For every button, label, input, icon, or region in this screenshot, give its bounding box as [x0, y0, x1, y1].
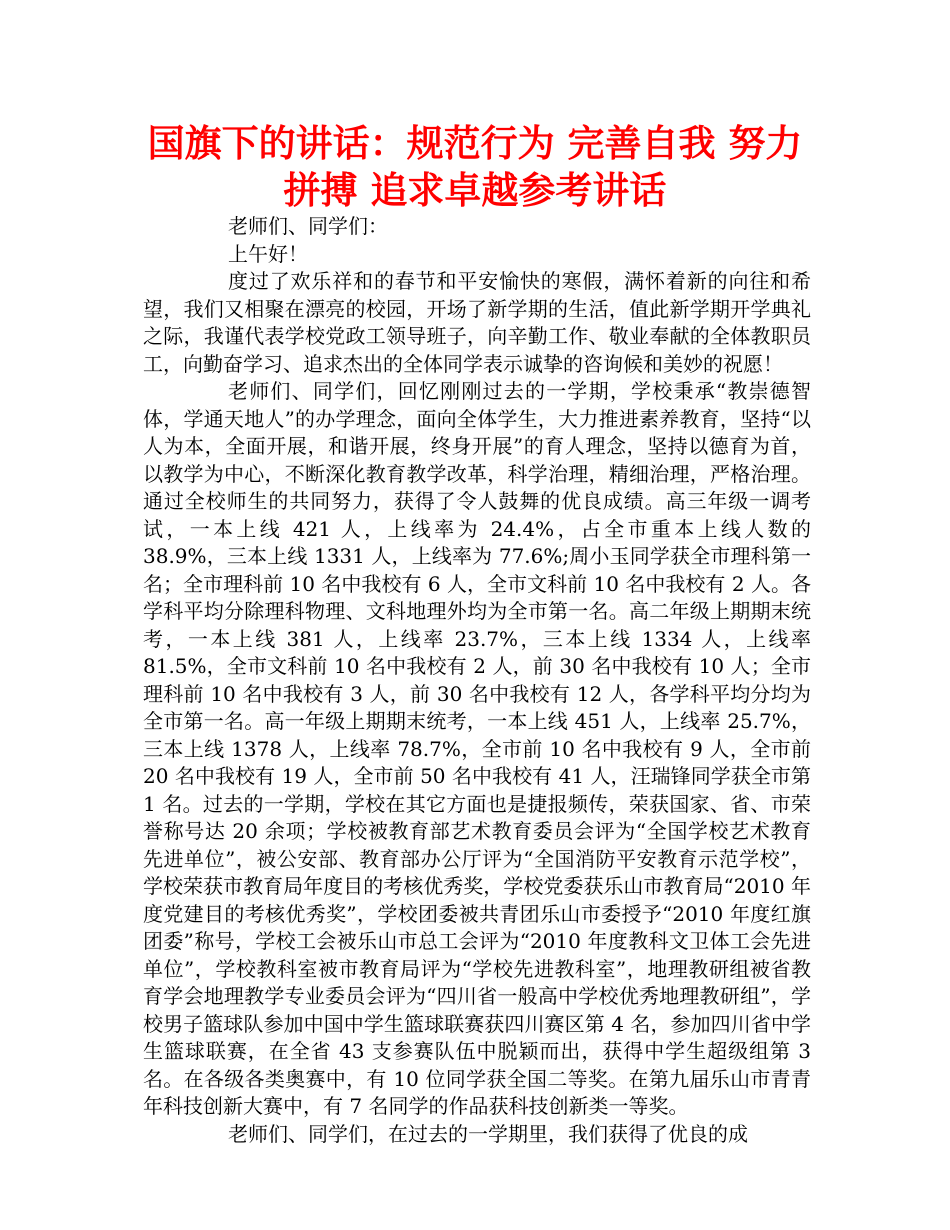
paragraph-achievements: 老师们、同学们，回忆刚刚过去的一学期，学校秉承“教崇德智体，学通天地人”的办学理念，面向全体学生，大力推进素养教育，坚持“以人为本，全面开展，和谐开展，终身开展”的育人理念，坚持以德育为首，以教学为中心，不断深化教育教学改革，科学治理，精细治理，严格治理。通过全校师生的共同努力，获得了令人鼓舞的优良成绩。高三年级一调考试，一本上线 421 人，上线率为 24.4%，占全市重本上线人数的 38.9%，三本上线 1331 人，上线率为 77.6%;周小玉同学获全市理科第一名；全市理科前 10 名中我校有 6 人，全市文科前 10 名中我校有 2 人。各学科平均分除理科物理、文科地理外均为全市第一名。高二年级上期期末统考，一本上线 381 人，上线率 23.7%，三本上线 1334 人，上线率 81.5%，全市文科前 10 名中我校有 2 人，前 30 名中我校有 10 人；全市理科前 10 名中我校有 3 人，前 30 名中我校有 12 人，各学科平均分均为全市第一名。高一年级上期期末统考，一本上线 451 人，上线率 25.7%，三本上线 1378 人，上线率 78.7%，全市前 10 名中我校有 9 人，全市前 20 名中我校有 19 人，全市前 50 名中我校有 41 人，汪瑞锋同学获全市第 1 名。过去的一学期，学校在其它方面也是捷报频传，荣获国家、省、市荣誉称号达 20 余项；学校被教育部艺术教育委员会评为“全国学校艺术教育先进单位”，被公安部、教育部办公厅评为“全国消防平安教育示范学校”，学校荣获市教育局年度目的考核优秀奖，学校党委获乐山市教育局“2010 年度党建目的考核优秀奖”，学校团委被共青团乐山市委授予“2010 年度红旗团委”称号，学校工会被乐山市总工会评为“2010 年度教科文卫体工会先进单位”，学校教科室被市教育局评为“学校先进教科室”，地理教研组被省教育学会地理教学专业委员会评为“四川省一般高中学校优秀地理教研组”，学校男子篮球队参加中国中学生篮球联赛获四川赛区第 4 名，参加四川省中学生篮球联赛，在全省 43 支参赛队伍中脱颖而出，获得中学生超级组第 3 名。在各级各类奥赛中，有 10 位同学获全国二等奖。在第九届乐山市青青年科技创新大赛中，有 7 名同学的作品获科技创新类一等奖。 [143, 379, 811, 1118]
paragraph-opening: 度过了欢乐祥和的春节和平安愉快的寒假，满怀着新的向往和希望，我们又相聚在漂亮的校园，开场了新学期的生活，值此新学期开学典礼之际，我谨代表学校党政工领导班子，向辛勤工作、敬业奉献的全体教职员工，向勤奋学习、追求杰出的全体同学表示诚挚的咨询候和美妙的祝愿！ [143, 269, 811, 376]
document-body [143, 213, 811, 1148]
document-title: 国旗下的讲话：规范行为 完善自我 努力拼搏 追求卓越参考讲话 [147, 122, 803, 212]
salutation: 老师们、同学们： [228, 214, 388, 238]
greeting: 上午好！ [228, 241, 308, 266]
paragraph-continued: 老师们、同学们，在过去的一学期里，我们获得了优良的成 [228, 1121, 748, 1146]
